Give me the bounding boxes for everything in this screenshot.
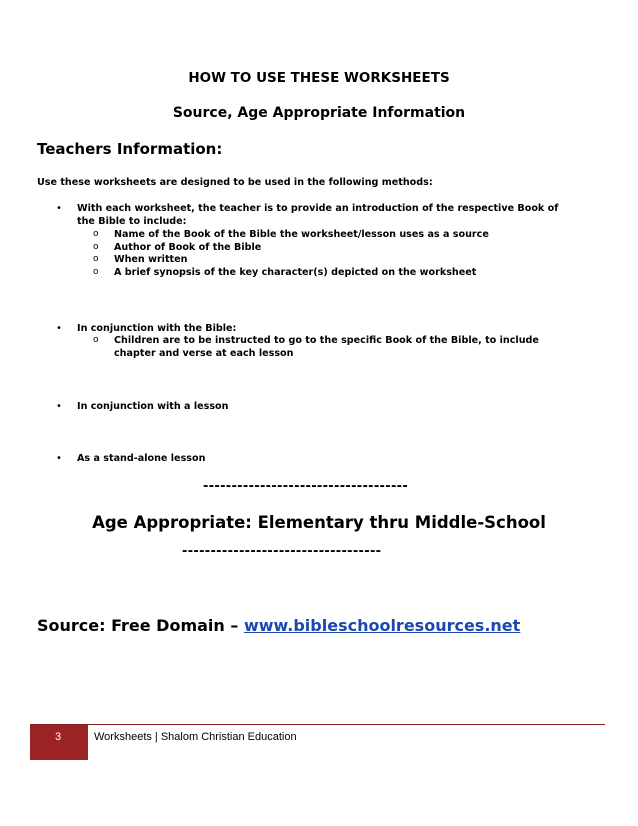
source-link[interactable]: www.bibleschoolresources.net bbox=[243, 616, 521, 635]
circle-bullet-icon: o bbox=[93, 254, 99, 264]
age-appropriate: Age Appropriate: Elementary thru Middle-School bbox=[92, 513, 546, 532]
method-1-subitem: When written bbox=[114, 254, 188, 265]
method-4-line-1: As a stand-alone lesson bbox=[77, 453, 206, 464]
source-line bbox=[37, 616, 520, 635]
method-1-line-1: With each worksheet, the teacher is to provide an introduction of the respective Book of bbox=[77, 203, 559, 214]
footer-page-number: 3 bbox=[55, 731, 62, 743]
method-1-subitem: A brief synopsis of the key character(s) depicted on the worksheet bbox=[114, 267, 477, 278]
method-1-line-2: the Bible to include: bbox=[77, 216, 187, 227]
bullet-icon: • bbox=[56, 203, 62, 214]
method-1-subitem: Author of Book of the Bible bbox=[114, 242, 262, 253]
footer-divider bbox=[30, 724, 605, 725]
bullet-icon: • bbox=[56, 401, 62, 412]
bullet-icon: • bbox=[56, 453, 62, 464]
page-subtitle: Source, Age Appropriate Information bbox=[172, 105, 466, 121]
method-2-subitem-line-1: Children are to be instructed to go to the specific Book of the Bible, to include bbox=[114, 335, 539, 346]
method-2-subitem-line-2: chapter and verse at each lesson bbox=[114, 348, 294, 359]
page-title: HOW TO USE THESE WORKSHEETS bbox=[188, 70, 450, 86]
bullet-icon: • bbox=[56, 323, 62, 334]
method-1-subitem: Name of the Book of the Bible the worksheet/lesson uses as a source bbox=[114, 229, 489, 240]
teachers-heading: Teachers Information: bbox=[37, 140, 223, 158]
circle-bullet-icon: o bbox=[93, 267, 99, 277]
method-2-line-1: In conjunction with the Bible: bbox=[77, 323, 237, 334]
circle-bullet-icon: o bbox=[93, 229, 99, 239]
separator-bottom: ----------------------------------- bbox=[182, 544, 382, 559]
source-label: Source: Free Domain – bbox=[37, 616, 244, 635]
circle-bullet-icon: o bbox=[93, 242, 99, 252]
intro-text: Use these worksheets are designed to be used in the following methods: bbox=[37, 177, 433, 188]
footer-text: Worksheets | Shalom Christian Education bbox=[94, 731, 297, 743]
circle-bullet-icon: o bbox=[93, 335, 99, 345]
separator-top: ------------------------------------ bbox=[203, 479, 409, 494]
method-3-line-1: In conjunction with a lesson bbox=[77, 401, 229, 412]
